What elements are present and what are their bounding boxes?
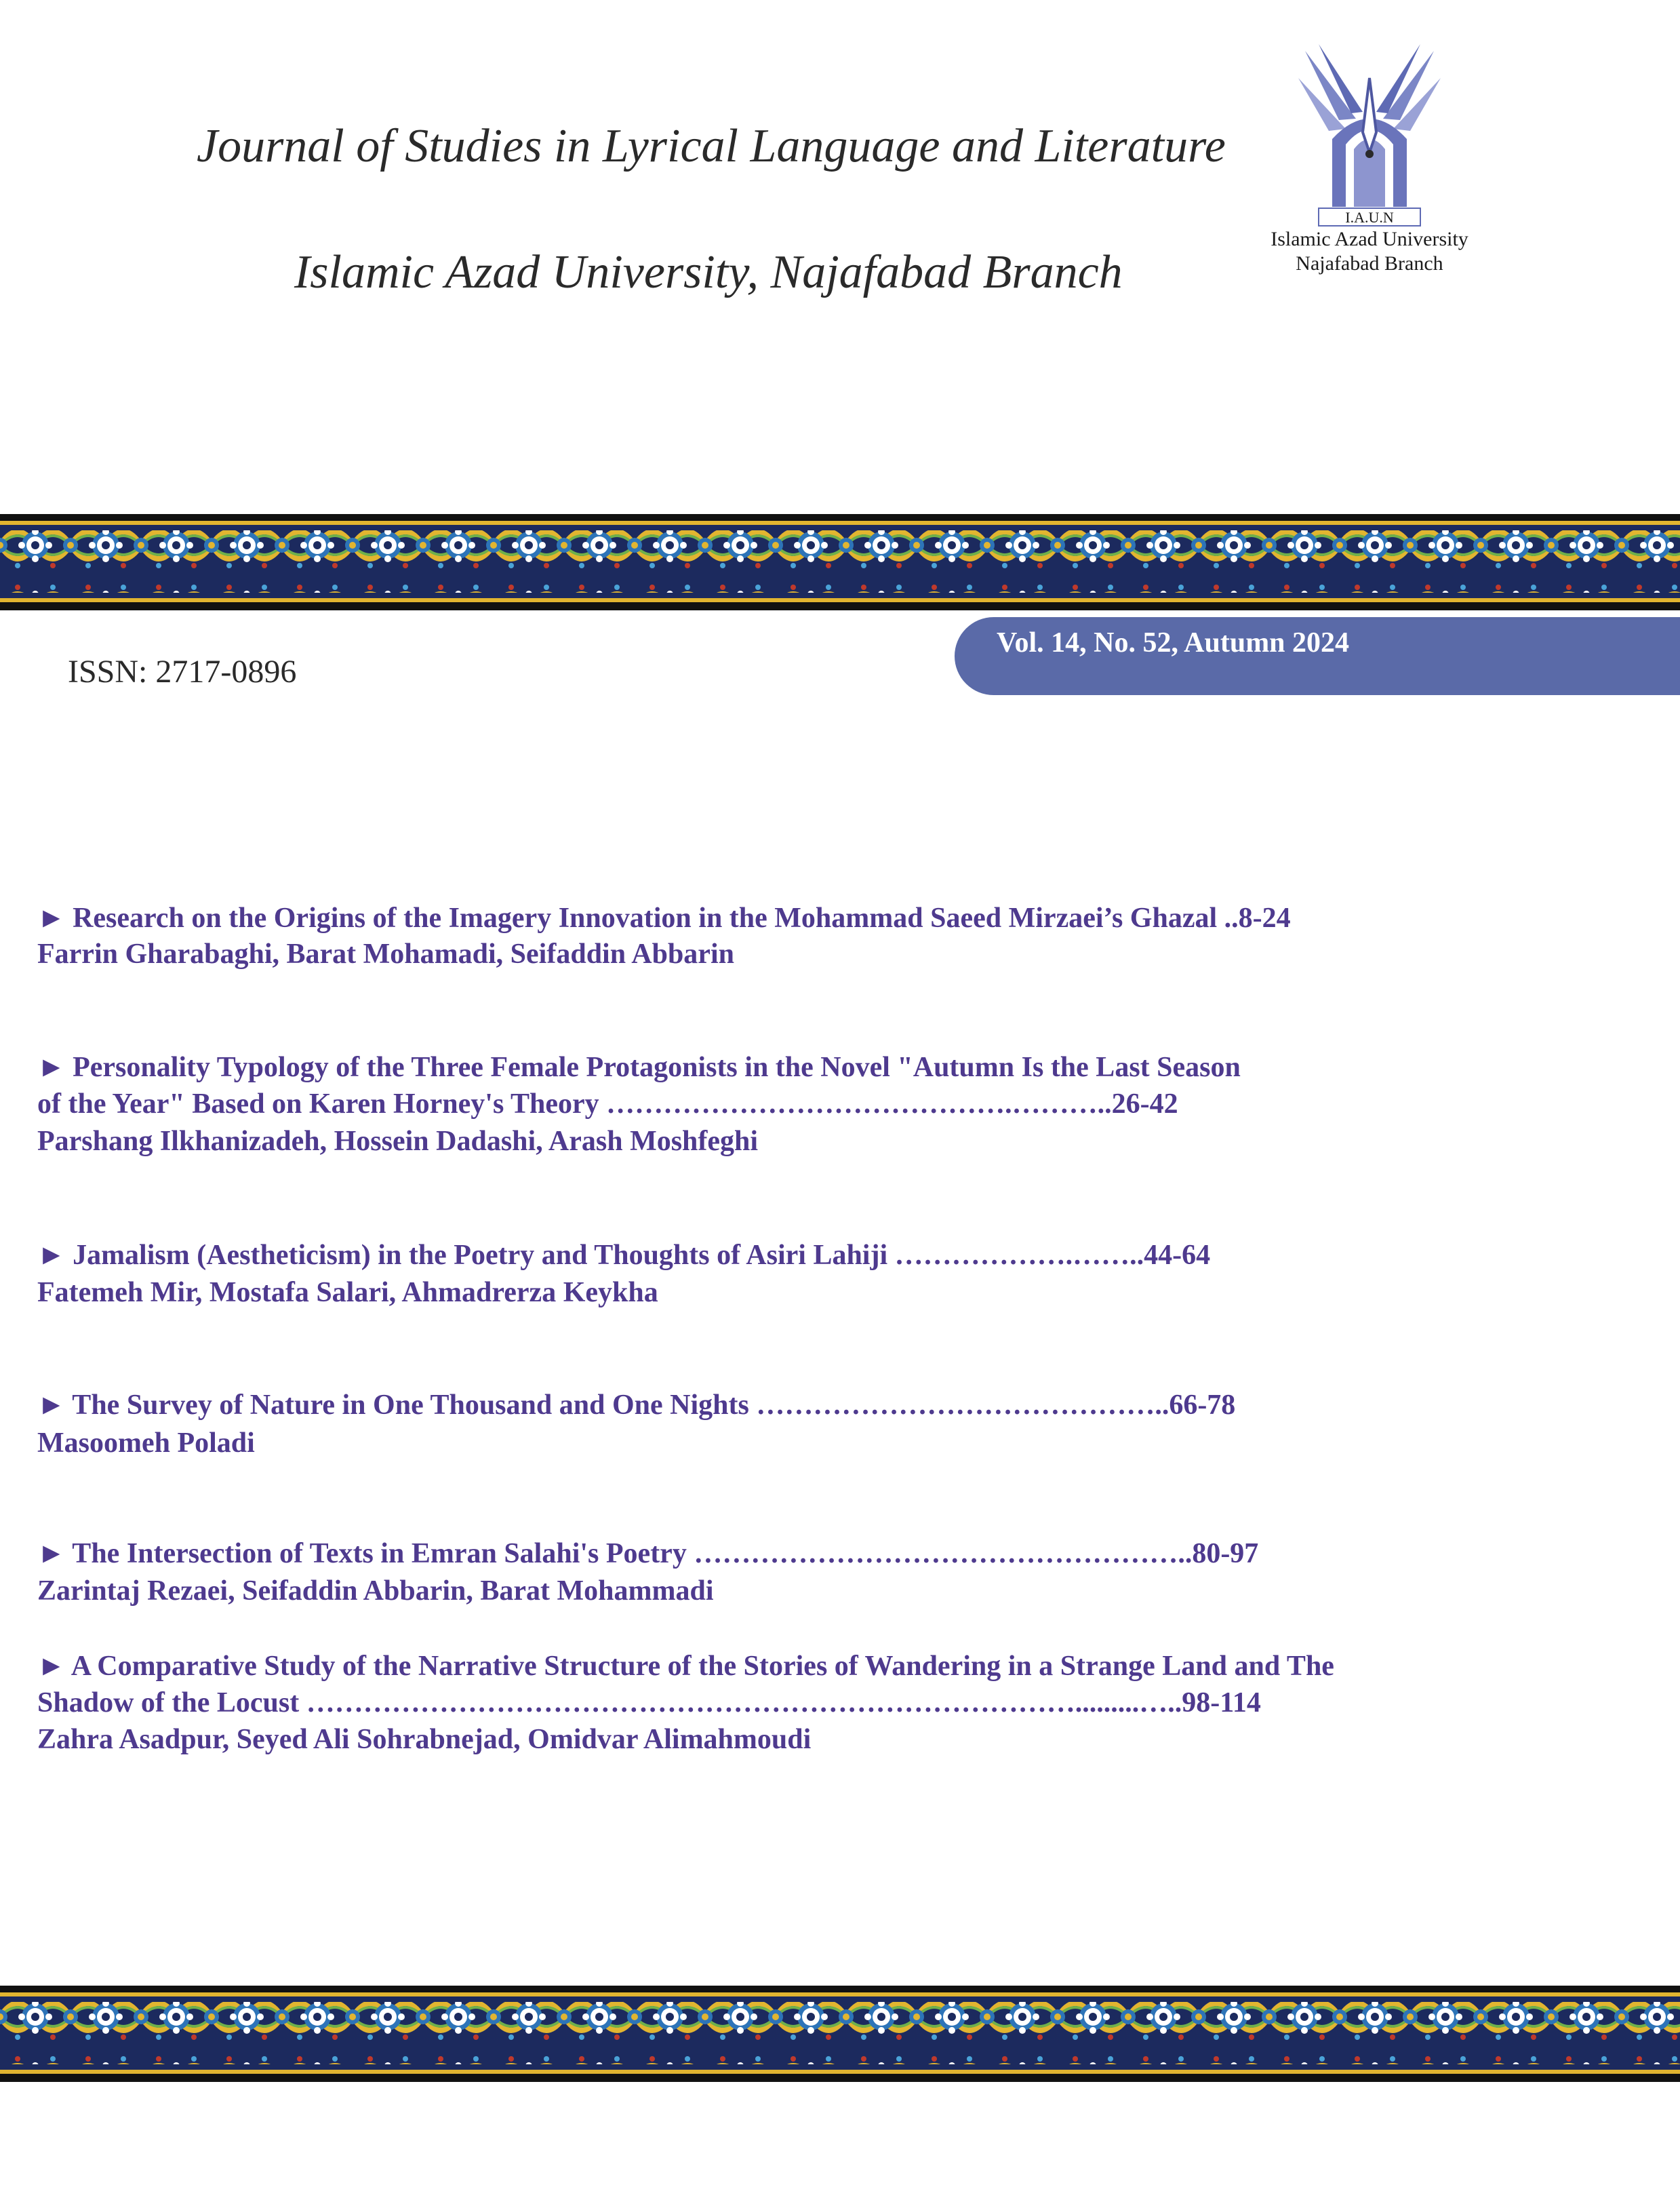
- volume-banner: [955, 617, 1680, 695]
- article-2-authors: Parshang Ilkhanizadeh, Hossein Dadashi, Arash Moshfeghi: [37, 1126, 759, 1157]
- ornamental-border-bottom: [0, 1986, 1680, 2082]
- article-6-title-line2[interactable]: Shadow of the Locust ……………………………………………………………………….........…..98-114: [37, 1687, 1261, 1718]
- article-1-authors: Farrin Gharabaghi, Barat Mohamadi, Seifaddin Abbarin: [37, 939, 734, 970]
- article-2-title-line2[interactable]: of the Year" Based on Karen Horney's Theory …………………………………….………..26-42: [37, 1088, 1178, 1120]
- article-5-title[interactable]: ► The Intersection of Texts in Emran Salahi's Poetry ……………………………………………..80-97: [37, 1538, 1259, 1569]
- article-2-title-line1[interactable]: ► Personality Typology of the Three Female Protagonists in the Novel "Autumn Is the Last Season: [37, 1052, 1241, 1083]
- university-name: Islamic Azad University, Najafabad Branch: [294, 246, 1123, 298]
- volume-info: Vol. 14, No. 52, Autumn 2024: [997, 627, 1350, 658]
- issn: ISSN: 2717-0896: [68, 654, 297, 690]
- article-4-authors: Masoomeh Poladi: [37, 1428, 255, 1459]
- article-3-authors: Fatemeh Mir, Mostafa Salari, Ahmadrerza Keykha: [37, 1277, 658, 1308]
- article-3-title[interactable]: ► Jamalism (Aestheticism) in the Poetry and Thoughts of Asiri Lahiji ……………….……..44-64: [37, 1240, 1211, 1271]
- article-1-title[interactable]: ► Research on the Origins of the Imagery Innovation in the Mohammad Saeed Mirzaei’s Ghazal ..8-24: [37, 903, 1291, 934]
- journal-title: Journal of Studies in Lyrical Language and Literature: [197, 120, 1226, 172]
- logo-caption-line1: Islamic Azad University: [1271, 228, 1468, 250]
- university-emblem-icon: [1292, 37, 1447, 227]
- article-4-title[interactable]: ► The Survey of Nature in One Thousand and One Nights ……………………………………..66-78: [37, 1390, 1236, 1421]
- university-logo: [1254, 37, 1485, 302]
- article-5-authors: Zarintaj Rezaei, Seifaddin Abbarin, Barat Mohammadi: [37, 1575, 714, 1607]
- article-6-authors: Zahra Asadpur, Seyed Ali Sohrabnejad, Omidvar Alimahmoudi: [37, 1724, 812, 1755]
- article-6-title-line1[interactable]: ► A Comparative Study of the Narrative Structure of the Stories of Wandering in a Strange Land and The: [37, 1651, 1334, 1682]
- ornamental-border-top: [0, 514, 1680, 610]
- logo-caption-line2: Najafabad Branch: [1296, 252, 1443, 275]
- logo-abbreviation: I.A.U.N: [1345, 209, 1394, 226]
